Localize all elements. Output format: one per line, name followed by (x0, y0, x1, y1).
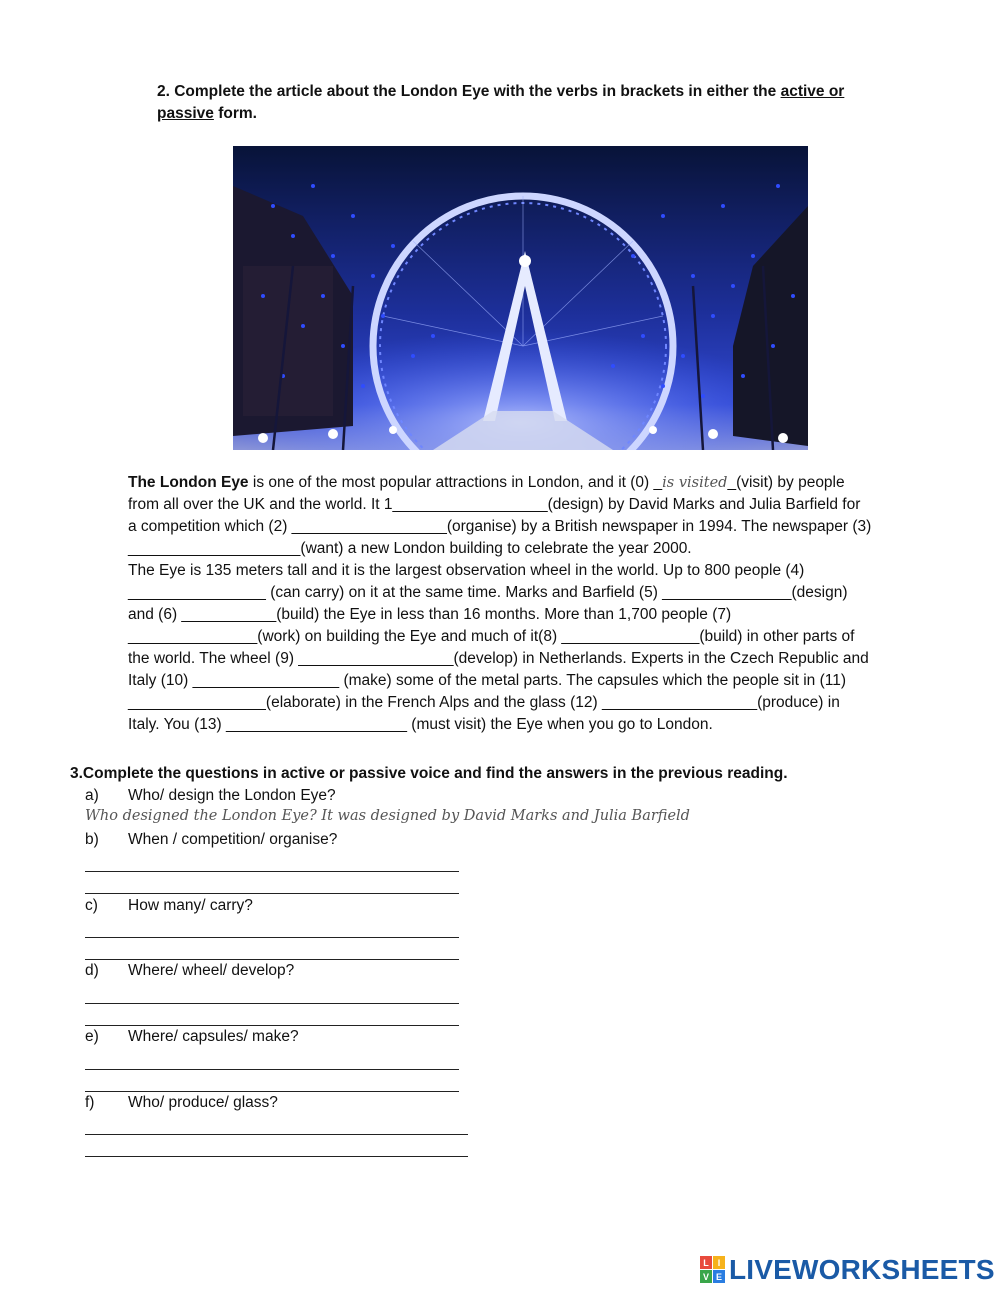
question-b-letter: b) (85, 831, 99, 848)
answer-line-e2[interactable] (85, 1091, 459, 1092)
article-line-1 (128, 474, 845, 492)
article-line-10: Italy (10) _________________ (make) some of the metal parts. The capsules which the people sit in (11) (128, 672, 847, 689)
question-f-letter: f) (85, 1094, 95, 1111)
answer-line-b2[interactable] (85, 893, 459, 894)
answer-line-d2[interactable] (85, 1025, 459, 1026)
answer-line-c1[interactable] (85, 937, 459, 938)
instruction-underlined: active or (780, 83, 845, 100)
section3-instruction: 3.Complete the questions in active or passive voice and find the answers in the previous reading. (70, 765, 788, 782)
logo-icon-letter: I (717, 1258, 721, 1268)
liveworksheets-logo (700, 1255, 995, 1285)
london-eye-photo (233, 146, 808, 450)
question-e-letter: e) (85, 1028, 99, 1045)
question-a-text: Who/ design the London Eye? (128, 787, 336, 804)
instruction-underlined-2: passive (157, 105, 214, 122)
logo-icon-letter: L (703, 1258, 709, 1268)
question-b-text: When / competition/ organise? (128, 831, 338, 848)
article-line-7: and (6) ___________(build) the Eye in less than 16 months. More than 1,700 people (7) (128, 606, 732, 623)
article-line-12: Italy. You (13) _____________________ (must visit) the Eye when you go to London. (128, 716, 713, 733)
instruction-text: 2. Complete the article about the London Eye with the verbs in brackets in either the (157, 83, 781, 100)
answer-line-f2[interactable] (85, 1156, 468, 1157)
liveworksheets-logo-icon (700, 1256, 726, 1284)
answer-0[interactable]: is visited (662, 475, 728, 491)
answer-line-f1[interactable] (85, 1134, 468, 1135)
answer-line-b1[interactable] (85, 871, 459, 872)
article-line-4: ____________________(want) a new London building to celebrate the year 2000. (128, 540, 692, 557)
article-line-2: from all over the UK and the world. It 1__________________(design) by David Marks and Julia Barfield for (128, 496, 861, 513)
answer-line-c2[interactable] (85, 959, 459, 960)
article-line-3: a competition which (2) __________________(organise) by a British newspaper in 1994. The newspaper (3) (128, 518, 872, 535)
logo-icon-letter: E (715, 1272, 723, 1282)
question-f-text: Who/ produce/ glass? (128, 1094, 278, 1111)
question-c-text: How many/ carry? (128, 897, 253, 914)
article-line-8: _______________(work) on building the Eye and much of it(8) ________________(build) in other parts of (128, 628, 855, 645)
question-d-text: Where/ wheel/ develop? (128, 962, 295, 979)
question-a-letter: a) (85, 787, 99, 804)
article-text: _(visit) by people (727, 474, 845, 491)
article-line-6: ________________ (can carry) on it at the same time. Marks and Barfield (5) _______________(design) (128, 584, 848, 601)
answer-a[interactable]: Who designed the London Eye? It was designed by David Marks and Julia Barfield (85, 808, 690, 824)
instruction-text-2: form. (213, 105, 257, 122)
answer-line-e1[interactable] (85, 1069, 459, 1070)
logo-icon-letter: V (702, 1272, 710, 1282)
article-line-9: the world. The wheel (9) __________________(develop) in Netherlands. Experts in the Czech Republic and (128, 650, 869, 667)
question-e-text: Where/ capsules/ make? (128, 1028, 299, 1045)
article-text: is one of the most popular attractions in London, and it (0) _ (248, 474, 663, 491)
question-d-letter: d) (85, 962, 99, 979)
article-line-5: The Eye is 135 meters tall and it is the largest observation wheel in the world. Up to 800 people (4) (128, 562, 805, 579)
article-title: The London Eye (128, 474, 249, 491)
logo-text: LIVEWORKSHEETS (729, 1254, 995, 1285)
section2-instruction-cont (157, 105, 257, 123)
question-c-letter: c) (85, 897, 98, 914)
answer-line-d1[interactable] (85, 1003, 459, 1004)
article-line-11: ________________(elaborate) in the French Alps and the glass (12) __________________(produce) in (128, 694, 840, 711)
section2-instruction (157, 83, 844, 101)
